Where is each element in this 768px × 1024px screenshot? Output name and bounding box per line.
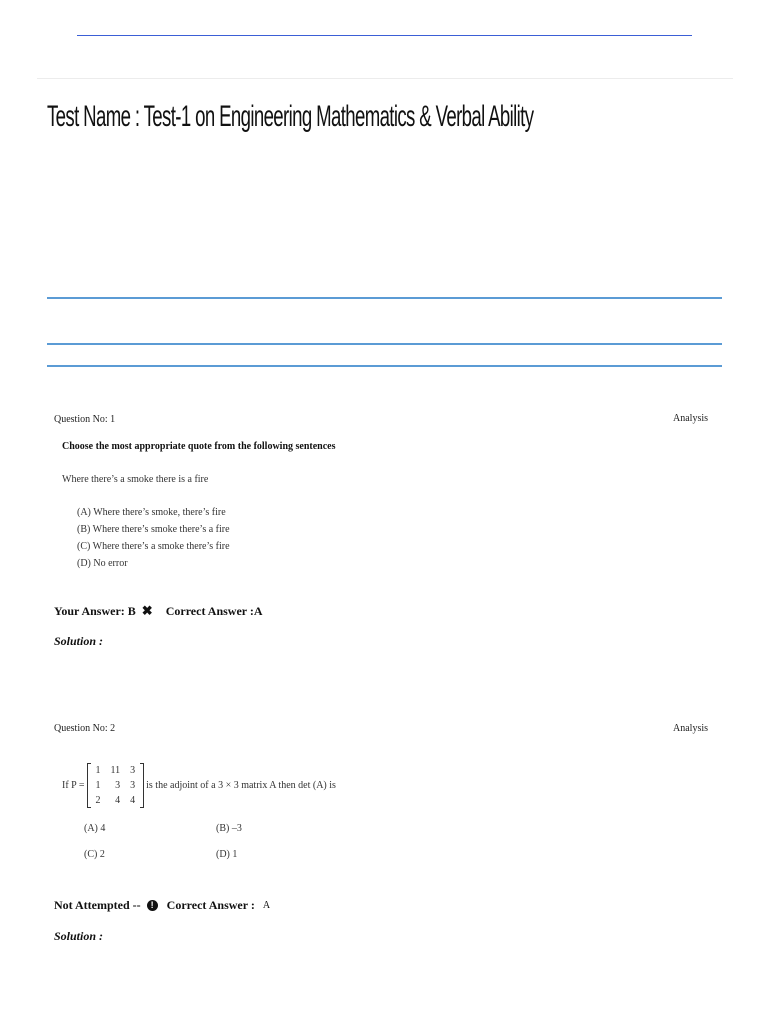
question-number: Question No: 2: [54, 723, 116, 734]
stem-prefix: If P =: [62, 779, 85, 791]
matrix-cell: 3: [130, 764, 136, 776]
question-stem: Choose the most appropriate quote from the following sentences: [62, 441, 336, 452]
matrix-cell: 11: [110, 764, 121, 776]
matrix-p: [87, 763, 145, 808]
stem-suffix: is the adjoint of a 3 × 3 matrix A then det (A) is: [146, 779, 336, 791]
cross-icon: ✖: [141, 603, 153, 618]
matrix-cell: 3: [115, 779, 121, 791]
option-d: (D) No error: [77, 558, 128, 569]
option-b: (B) –3: [216, 823, 242, 834]
matrix-cell: 2: [95, 794, 101, 806]
matrix-cell: 3: [130, 779, 136, 791]
question-number: Question No: 1: [54, 414, 116, 425]
matrix-cell: 1: [95, 779, 101, 791]
question-sentence: Where there’s a smoke there is a fire: [62, 474, 209, 485]
matrix-cell: 1: [95, 764, 101, 776]
matrix-cell: 4: [130, 794, 136, 806]
option-a: (A) 4: [84, 823, 106, 834]
option-d: (D) 1: [216, 849, 238, 860]
option-c: (C) 2: [84, 849, 105, 860]
correct-answer-value: A: [262, 900, 271, 911]
test-title: Test Name : Test-1 on Engineering Mathematics & Verbal Ability: [47, 100, 534, 133]
section-divider-2: [47, 343, 722, 345]
solution-label: Solution :: [54, 929, 104, 943]
option-c: (C) Where there’s a smoke there’s fire: [77, 541, 230, 552]
option-a: (A) Where there’s smoke, there’s fire: [77, 507, 226, 518]
matrix-cell: 4: [115, 794, 121, 806]
section-divider-3: [47, 365, 722, 367]
header-divider: [37, 78, 733, 79]
correct-answer: Correct Answer :: [166, 898, 255, 912]
option-b: (B) Where there’s smoke there’s a fire: [77, 524, 230, 535]
analysis-link[interactable]: Analysis: [673, 723, 708, 734]
answer-summary: [54, 898, 270, 913]
correct-answer: Correct Answer :A: [165, 603, 263, 618]
solution-label: Solution :: [54, 634, 104, 648]
analysis-link[interactable]: Analysis: [673, 413, 708, 424]
question-stem: [62, 762, 336, 808]
answer-summary: [54, 603, 263, 619]
top-divider: [77, 35, 692, 36]
exclamation-circle-icon: !: [147, 900, 158, 911]
your-answer: Your Answer: B: [54, 603, 136, 618]
not-attempted-status: Not Attempted --: [54, 898, 141, 912]
section-divider-1: [47, 297, 722, 299]
